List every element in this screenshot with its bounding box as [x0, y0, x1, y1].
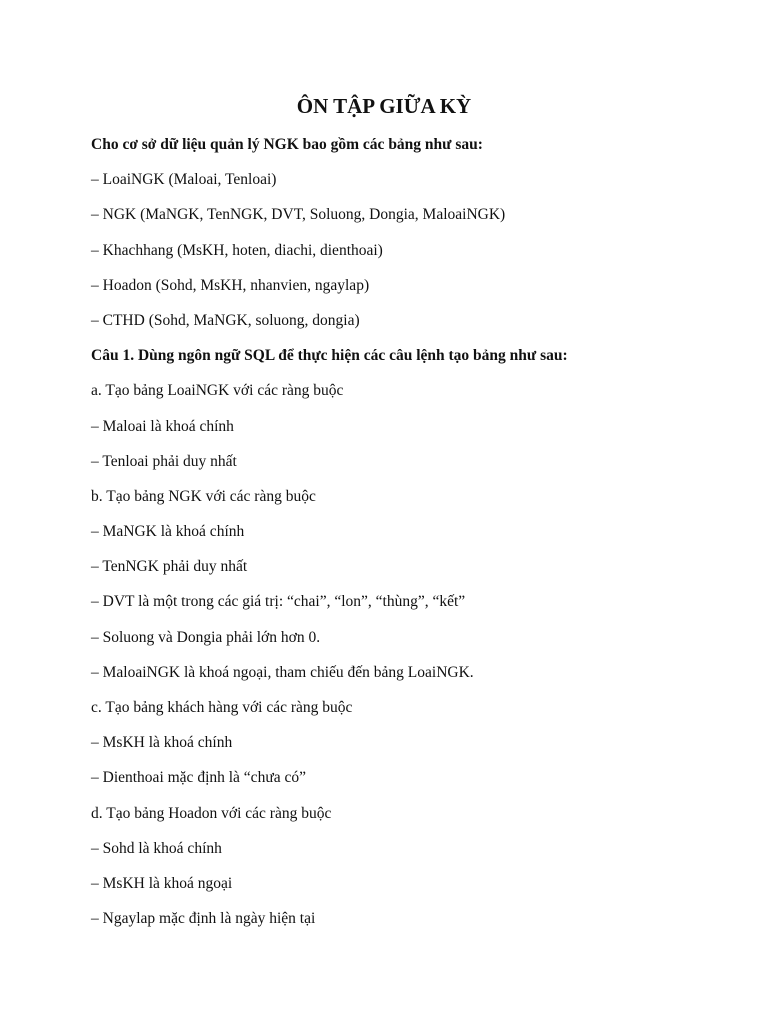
- task-d-constraint: – Sohd là khoá chính: [91, 839, 222, 857]
- task-b-constraint: – TenNGK phải duy nhất: [91, 558, 248, 576]
- task-c-constraint: – Dienthoai mặc định là “chưa có”: [91, 769, 306, 787]
- task-b-constraint: – Soluong và Dongia phải lớn hơn 0.: [91, 628, 321, 646]
- table-loaingk-schema: – LoaiNGK (Maloai, Tenloai): [91, 171, 277, 189]
- task-d-constraint: – MsKH là khoá ngoại: [91, 874, 233, 892]
- task-d: d. Tạo bảng Hoadon với các ràng buộc: [91, 804, 332, 822]
- task-c: c. Tạo bảng khách hàng với các ràng buộc: [91, 699, 353, 716]
- table-khachhang-schema: – Khachhang (MsKH, hoten, diachi, dienthoai): [91, 241, 383, 259]
- table-cthd-schema: – CTHD (Sohd, MaNGK, soluong, dongia): [91, 311, 360, 329]
- task-d-constraint: – Ngaylap mặc định là ngày hiện tại: [91, 910, 316, 928]
- document-title: ÔN TẬP GIỮA KỲ: [296, 94, 472, 118]
- task-a-constraint: – Tenloai phải duy nhất: [91, 452, 237, 470]
- task-c-constraint: – MsKH là khoá chính: [91, 734, 233, 752]
- task-a-constraint: – Maloai là khoá chính: [91, 417, 234, 435]
- document-body: [91, 131, 731, 940]
- question-1-heading: Câu 1. Dùng ngôn ngữ SQL để thực hiện các câu lệnh tạo bảng như sau:: [91, 347, 568, 365]
- task-b: b. Tạo bảng NGK với các ràng buộc: [91, 487, 316, 505]
- task-b-constraint: – DVT là một trong các giá trị: “chai”, “lon”, “thùng”, “kết”: [91, 593, 466, 611]
- task-b-constraint: – MaNGK là khoá chính: [91, 523, 245, 541]
- task-b-constraint: – MaloaiNGK là khoá ngoại, tham chiếu đến bảng LoaiNGK.: [91, 663, 474, 681]
- task-a: a. Tạo bảng LoaiNGK với các ràng buộc: [91, 382, 344, 400]
- table-hoadon-schema: – Hoadon (Sohd, MsKH, nhanvien, ngaylap): [91, 276, 370, 294]
- intro-heading: Cho cơ sở dữ liệu quản lý NGK bao gồm các bảng như sau:: [91, 136, 483, 153]
- table-ngk-schema: – NGK (MaNGK, TenNGK, DVT, Soluong, Dongia, MaloaiNGK): [91, 206, 506, 224]
